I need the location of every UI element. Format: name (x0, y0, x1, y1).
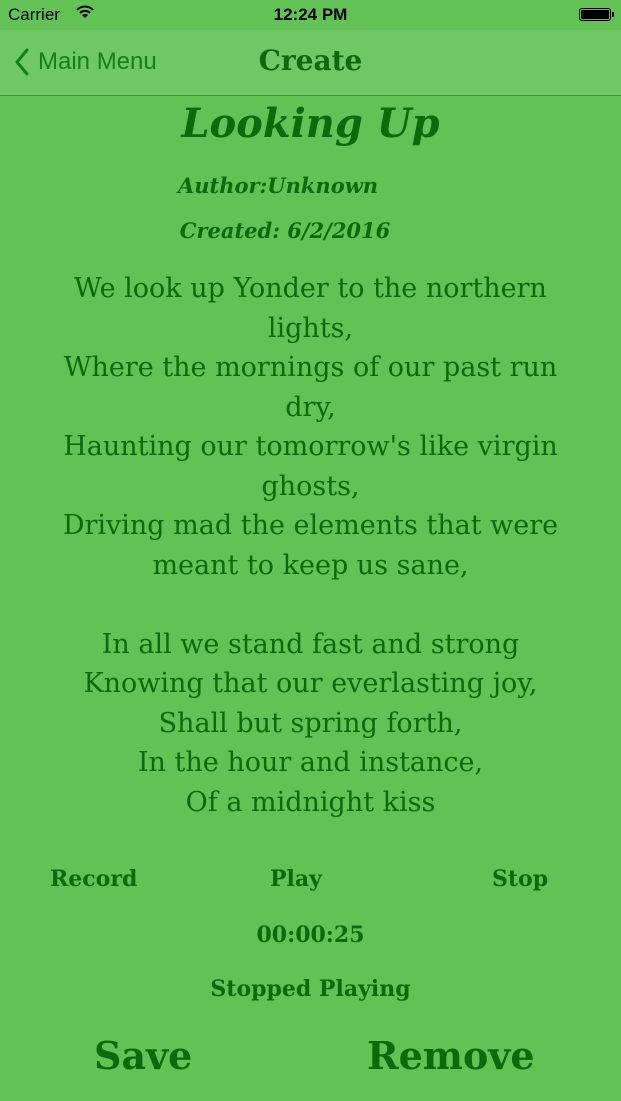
battery-icon (579, 8, 611, 21)
playback-status: Stopped Playing (210, 976, 411, 1002)
poem-line: In all we stand fast and strong (101, 628, 520, 660)
navigation-bar (0, 30, 621, 96)
stop-button[interactable]: Stop (492, 866, 549, 892)
poem-line: Where the mornings of our past run dry, (63, 352, 558, 423)
poem-line: Driving mad the elements that were meant to keep us sane, (62, 510, 559, 581)
poem-body (48, 269, 573, 822)
play-button[interactable]: Play (270, 866, 322, 892)
poem-line: Knowing that our everlasting joy, (83, 668, 538, 699)
status-bar (0, 0, 621, 30)
poem-line: In the hour and instance, (137, 747, 484, 778)
poem-line: Shall but spring forth, (158, 707, 463, 739)
poem-author: Author:Unknown (177, 173, 379, 198)
poem-line: We look up Yonder to the northern lights, (74, 273, 547, 344)
remove-button[interactable]: Remove (367, 1033, 535, 1078)
carrier-label: Carrier (8, 5, 60, 24)
poem-created-date: Created: 6/2/2016 (179, 218, 391, 243)
nav-title: Create (258, 44, 363, 77)
save-button[interactable]: Save (94, 1033, 193, 1078)
poem-line: Of a midnight kiss (185, 786, 436, 818)
poem-title: Looking Up (181, 100, 440, 147)
clock: 12:24 PM (273, 5, 348, 24)
back-label: Main Menu (38, 48, 157, 75)
playback-timer: 00:00:25 (256, 922, 365, 948)
poem-line: Haunting our tomorrow's like virgin ghosts, (63, 431, 558, 502)
stanza-break (48, 585, 573, 625)
record-button[interactable]: Record (50, 866, 138, 892)
